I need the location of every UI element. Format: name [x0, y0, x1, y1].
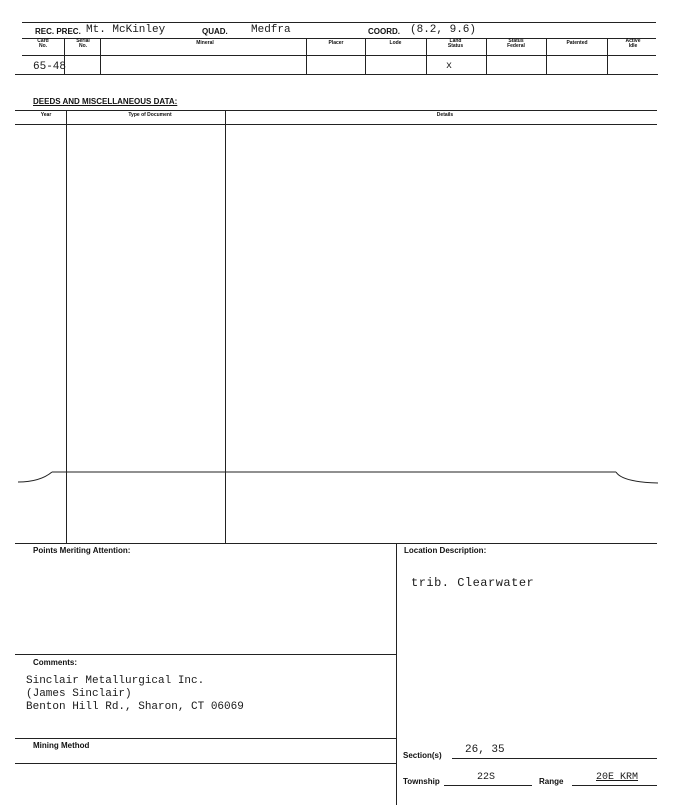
mining-lower-rule — [15, 763, 396, 764]
coord-value: (8.2, 9.6) — [410, 24, 477, 36]
divider-lode — [365, 38, 366, 74]
range-value: 20E KRM — [596, 772, 639, 783]
divider-mineral — [100, 38, 101, 74]
deeds-bottom-rule — [15, 543, 657, 544]
location-value: trib. Clearwater — [411, 576, 535, 590]
row-card-no: 65-48 — [33, 61, 67, 73]
rec-prec-value: Mt. McKinley — [86, 24, 166, 36]
mining-rule — [15, 738, 396, 739]
deeds-title: DEEDS AND MISCELLANEOUS DATA: — [33, 97, 178, 106]
col-mineral: Mineral — [196, 40, 214, 46]
quad-value: Medfra — [251, 24, 291, 36]
sections-value: 26, 35 — [465, 744, 505, 756]
township-label: Township — [403, 777, 440, 786]
deeds-col-details: Details — [436, 112, 454, 118]
coord-label: COORD. — [368, 27, 400, 36]
township-underline — [444, 785, 532, 786]
col-patented: Patented — [566, 40, 588, 46]
col-status-federal: Status Federal — [507, 38, 525, 49]
location-label: Location Description: — [404, 546, 487, 555]
sections-underline — [452, 758, 657, 759]
col-placer: Placer — [328, 40, 344, 46]
range-label: Range — [539, 777, 564, 786]
divider-land — [426, 38, 427, 74]
col-active-idle: Active Idle — [625, 38, 641, 49]
points-label: Points Meriting Attention: — [33, 546, 131, 555]
deeds-header-rule — [15, 124, 657, 125]
deeds-col-type: Type of Document — [128, 112, 172, 118]
divider-patented — [546, 38, 547, 74]
mining-label: Mining Method — [33, 741, 90, 750]
deeds-top-rule — [15, 110, 657, 111]
sections-label: Section(s) — [403, 751, 442, 760]
comments-text — [26, 675, 244, 714]
divider-placer — [306, 38, 307, 74]
col-card-no: Card No. — [37, 38, 49, 49]
header-rule — [22, 38, 656, 39]
comments-line-2: (James Sinclair) — [26, 688, 132, 700]
col-serial-no: Serial No. — [76, 38, 90, 49]
row-land-status: x — [446, 61, 453, 72]
divider-active — [607, 38, 608, 74]
comments-rule — [15, 654, 396, 655]
column-header-rule — [22, 55, 656, 56]
range-underline — [572, 785, 657, 786]
bottom-center-divider — [396, 543, 397, 805]
deeds-col-year: Year — [40, 112, 52, 118]
col-land-status: Land Status — [447, 38, 464, 49]
comments-line-1: Sinclair Metallurgical Inc. — [26, 675, 205, 687]
township-value: 22S — [477, 772, 496, 783]
quad-label: QUAD. — [202, 27, 228, 36]
comments-label: Comments: — [33, 658, 78, 667]
row-rule — [15, 74, 658, 75]
rec-prec-label: REC. PREC. — [35, 27, 81, 36]
comments-line-3: Benton Hill Rd., Sharon, CT 06069 — [26, 701, 244, 713]
fold-line — [0, 460, 678, 500]
divider-federal — [486, 38, 487, 74]
top-rule — [22, 22, 656, 23]
col-lode: Lode — [389, 40, 402, 46]
